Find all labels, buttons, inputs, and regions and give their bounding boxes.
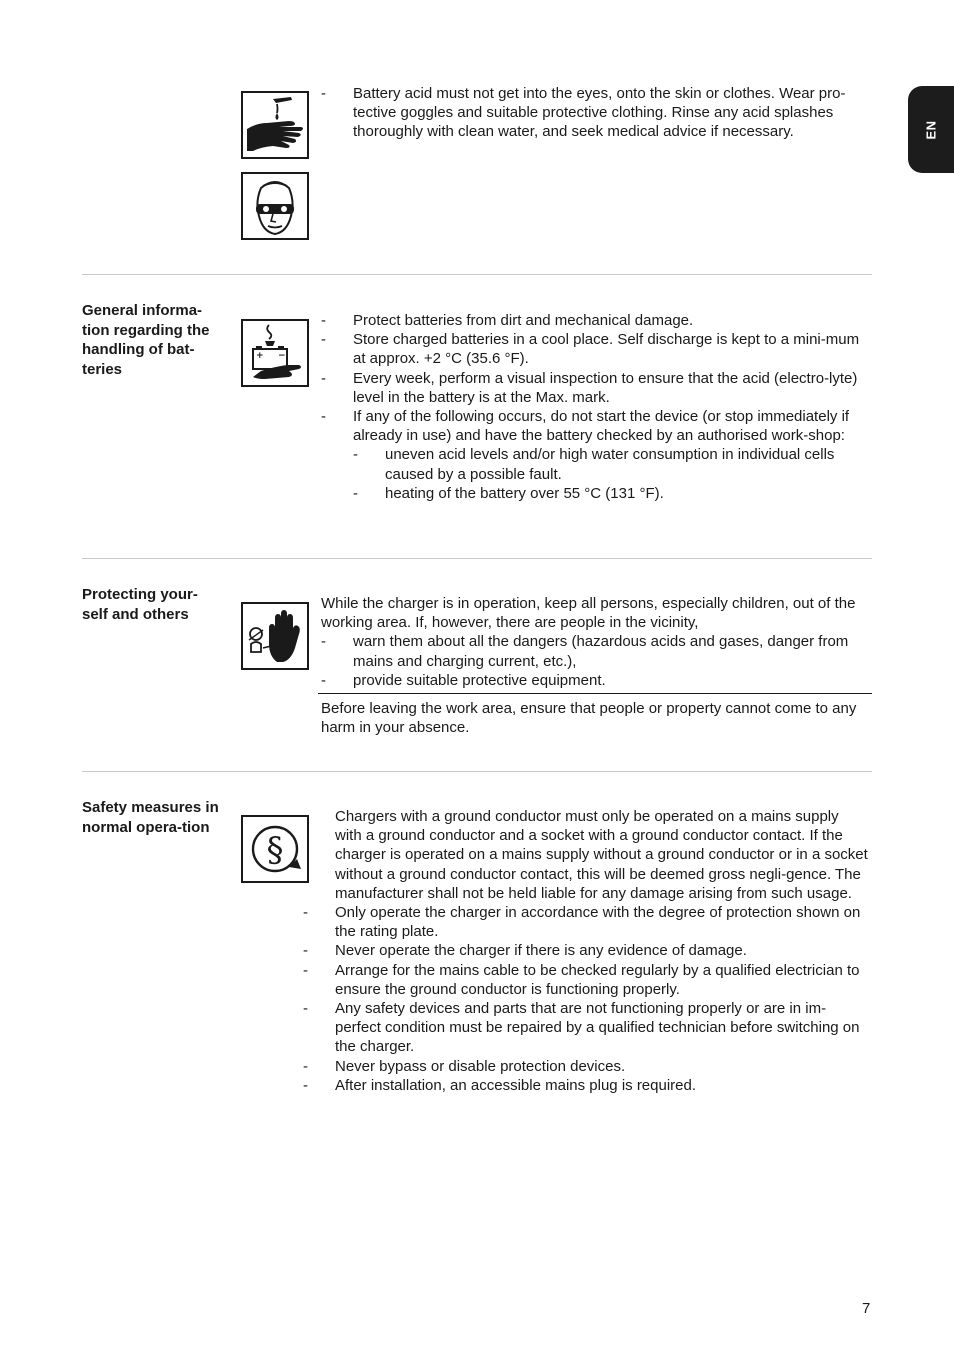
protecting-text [321, 594, 872, 737]
list-bullet: - [353, 484, 358, 502]
list-bullet: - [303, 1000, 308, 1018]
list-item [321, 311, 869, 330]
list-item-text: Every week, perform a visual inspection to ensure that the acid (electro-lyte) level in the battery is at the Max. mark. [353, 369, 858, 406]
list-item-text: Any safety devices and parts that are not functioning properly or are in im-perfect condition must be repaired by a qualified technician before switching on the charger. [335, 1000, 860, 1056]
list-item [303, 903, 869, 941]
list-item-text: After installation, an accessible mains plug is required. [335, 1076, 697, 1094]
list-bullet: - [303, 961, 308, 979]
paragraph-regulations-icon [241, 815, 309, 883]
list-item [303, 999, 869, 1057]
list-bullet: - [321, 369, 326, 387]
battery-handling-icon [241, 319, 309, 387]
list-item-text: Store charged batteries in a cool place. Self discharge is kept to a mini-mum at approx. +2 °C (35.6 °F). [353, 331, 860, 368]
list-item [321, 84, 869, 142]
list-item [321, 671, 872, 690]
safety-text [303, 807, 869, 1095]
list-item-text: Protect batteries from dirt and mechanical damage. [353, 312, 694, 329]
list-bullet: - [321, 408, 326, 426]
safety-intro: Chargers with a ground conductor must only be operated on a mains supply with a ground conductor and a socket with a ground conductor contact. If the charger is operated on a mains supply without a ground conductor or in a socket without a ground conductor contact, this will be deemed gross negli-gence. The manufacturer shall not be held liable for any damage arising from such usage. [335, 808, 868, 902]
page-number: 7 [862, 1300, 871, 1317]
list-bullet: - [303, 904, 308, 922]
list-item [303, 1076, 869, 1095]
list-item [321, 632, 872, 670]
list-bullet: - [321, 633, 326, 651]
list-bullet: - [321, 331, 326, 349]
list-item-text: If any of the following occurs, do not start the device (or stop immediately if already in use) and have the battery checked by an authorised work-shop: [353, 408, 850, 445]
list-item-text: Never bypass or disable protection devices. [335, 1057, 626, 1075]
protecting-intro: While the charger is in operation, keep all persons, especially children, out of the working area. If, however, there are people in the vicinity, [321, 595, 856, 632]
list-bullet: - [303, 1076, 308, 1094]
list-item [321, 407, 869, 445]
section-divider [82, 274, 872, 275]
list-item-text: uneven acid levels and/or high water consumption in individual cells caused by a possible fault. [385, 446, 835, 483]
list-item-text: heating of the battery over 55 °C (131 °F). [385, 484, 664, 502]
language-tab [908, 86, 954, 173]
keep-away-hand-icon [241, 602, 309, 670]
section-heading-protecting: Protecting your-self and others [82, 586, 198, 623]
list-bullet: - [353, 446, 358, 464]
list-bullet: - [321, 671, 326, 689]
section-heading-handling: General informa-tion regarding the handling of bat-teries [82, 302, 210, 378]
acid-warning-text [321, 84, 869, 142]
svg-text:−: − [278, 351, 286, 361]
protecting-outro: Before leaving the work area, ensure that people or property cannot come to any harm in your absence. [318, 693, 872, 737]
list-bullet: - [303, 1057, 308, 1075]
list-item-text: provide suitable protective equipment. [353, 671, 606, 689]
section-divider [82, 771, 872, 772]
list-bullet: - [303, 942, 308, 960]
sub-list-item [321, 445, 869, 483]
protective-goggles-icon [241, 172, 309, 240]
sub-list-item [321, 484, 869, 503]
svg-text:+: + [256, 351, 264, 361]
list-item-text: Battery acid must not get into the eyes, onto the skin or clothes. Wear pro-tective goggles and suitable protective clothing. Rinse any acid splashes thoroughly with clean water, and seek medical advice if necessary. [353, 85, 846, 141]
handling-list [321, 311, 869, 503]
language-tab-label: EN [923, 119, 939, 140]
list-bullet: - [321, 312, 326, 329]
list-item-text: Only operate the charger in accordance with the degree of protection shown on the rating plate. [335, 904, 861, 941]
list-bullet: - [321, 85, 326, 102]
list-item [321, 330, 869, 368]
list-item [303, 1057, 869, 1076]
list-item-text: Arrange for the mains cable to be checked regularly by a qualified electrician to ensure the ground conductor is functioning properly. [335, 961, 860, 998]
list-item [303, 941, 869, 960]
list-item [321, 369, 869, 407]
list-item [303, 961, 869, 999]
list-item-text: Never operate the charger if there is any evidence of damage. [335, 942, 747, 960]
svg-text:§: § [266, 830, 284, 870]
list-item-text: warn them about all the dangers (hazardous acids and gases, danger from mains and charging current, etc.), [353, 633, 849, 670]
section-divider [82, 558, 872, 559]
section-heading-safety: Safety measures in normal opera-tion [82, 799, 219, 836]
acid-on-hand-icon [241, 91, 309, 159]
